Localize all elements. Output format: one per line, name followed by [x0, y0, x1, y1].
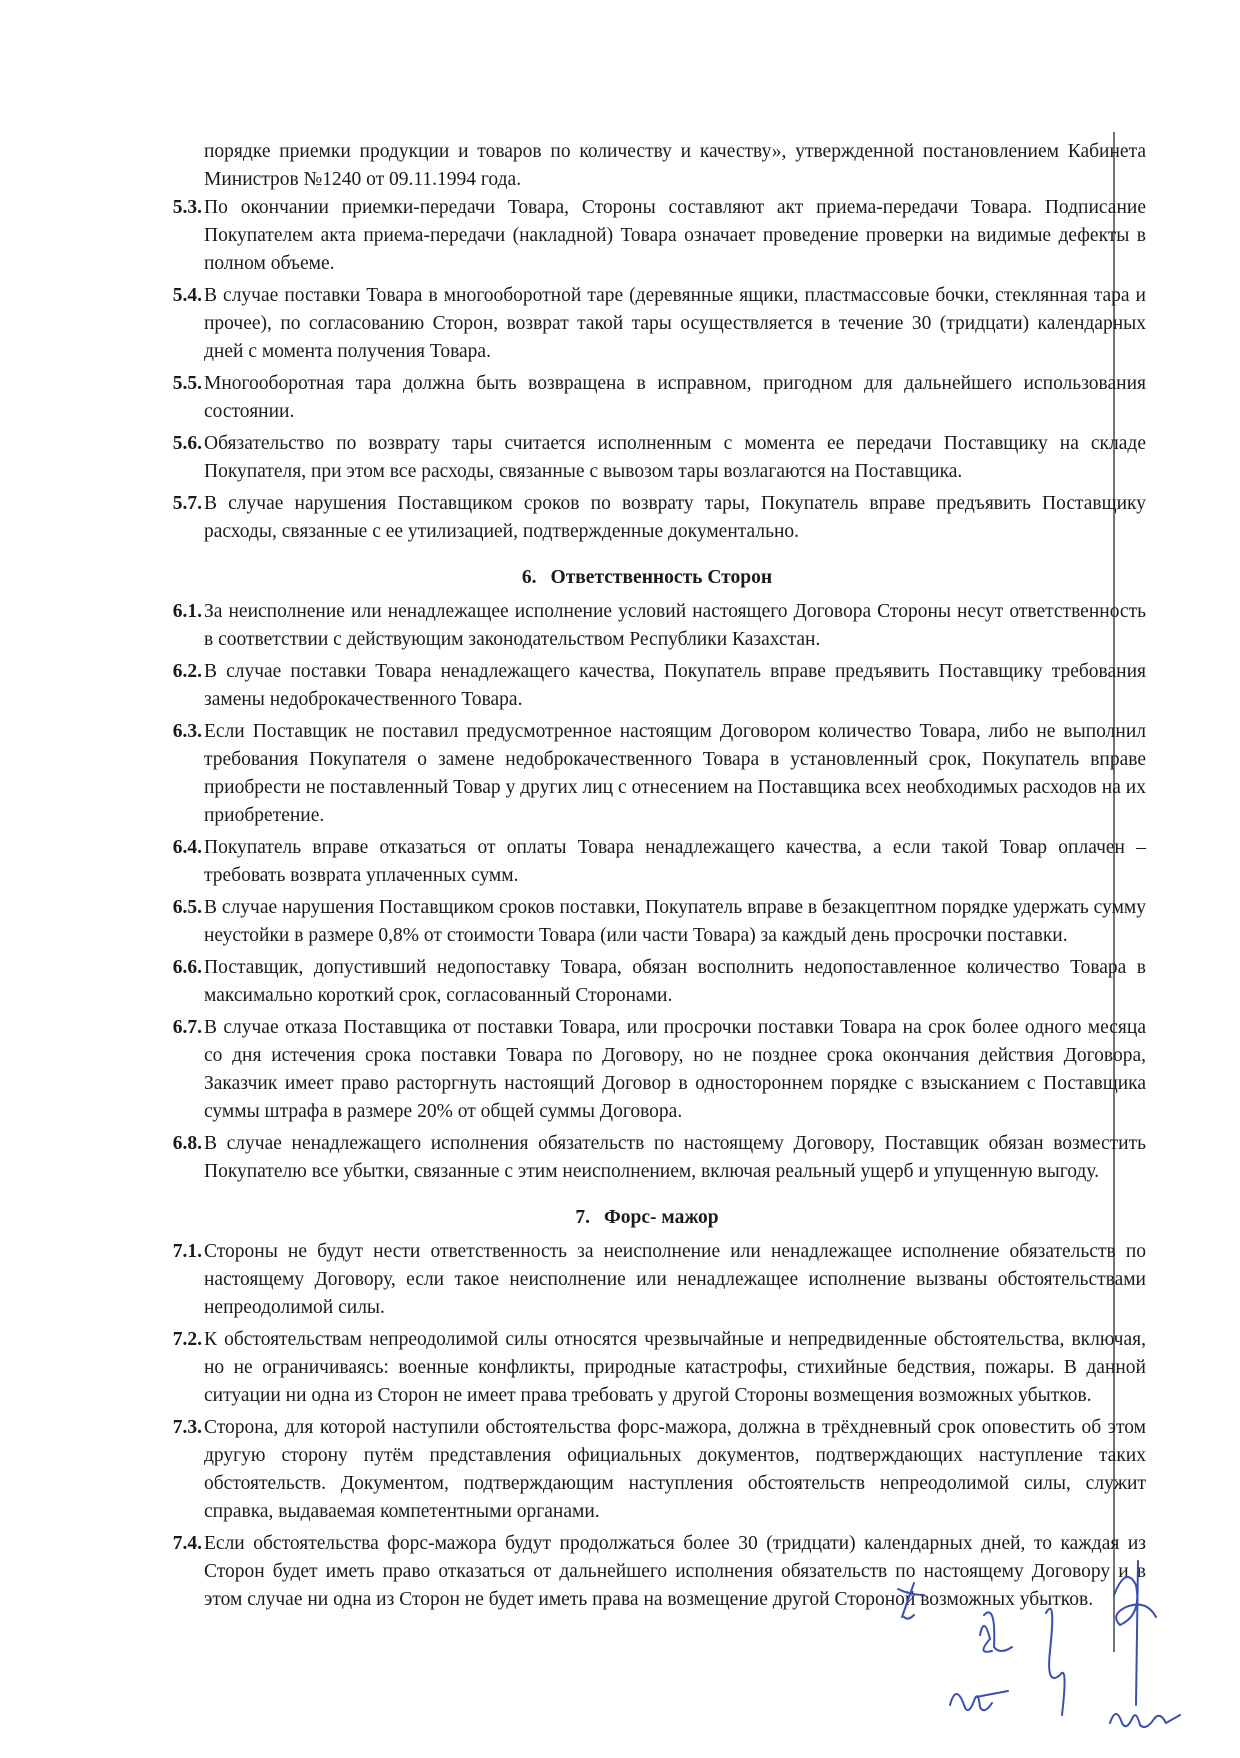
clause-text: По окончании приемки-передачи Товара, Стороны составляют акт приема-передачи Товара. Подписание Покупателем акта приема-передачи (накладной) Товара означает проведение проверки на видимые дефекты в полном объеме.	[204, 197, 1146, 274]
section-number: 7.	[575, 1207, 591, 1228]
clause-6-1	[148, 598, 1146, 654]
clause-number: 6.6.	[172, 957, 202, 978]
clause-5-7	[148, 490, 1146, 546]
handwritten-signatures	[880, 1555, 1240, 1753]
clause-number: 7.4.	[172, 1533, 202, 1554]
clause-text: В случае нарушения Поставщиком сроков поставки, Покупатель вправе в безакцептном порядке удержать сумму неустойки в размере 0,8% от стоимости Товара (или части Товара) за каждый день просрочки поставки.	[204, 897, 1146, 946]
clause-text: Если обстоятельства форс-мажора будут продолжаться более 30 (тридцати) календарных дней, то каждая из Сторон будет иметь право отказаться от дальнейшего исполнения обязательств по настоящему Договору и в этом случае ни одна из Сторон не будет иметь права на возмещение другой Стороной возможных убытков.	[204, 1533, 1146, 1610]
clause-text: За неисполнение или ненадлежащее исполнение условий настоящего Договора Стороны несут ответственность в соответствии с действующим законодательством Республики Казахстан.	[204, 601, 1146, 650]
clause-text: В случае ненадлежащего исполнения обязательств по настоящему Договору, Поставщик обязан возместить Покупателю все убытки, связанные с этим неисполнением, включая реальный ущерб и упущенную выгоду.	[204, 1133, 1146, 1182]
clause-6-4	[148, 834, 1146, 890]
section-title: Ответственность Сторон	[550, 567, 773, 588]
clause-text: В случае поставки Товара ненадлежащего качества, Покупатель вправе предъявить Поставщику требования замены недоброкачественного Товара.	[204, 661, 1146, 710]
signature-mark-5	[1114, 1561, 1156, 1705]
clause-text: В случае нарушения Поставщиком сроков по возврату тары, Покупатель вправе предъявить Поставщику расходы, связанные с ее утилизацией, подтвержденные документально.	[204, 493, 1146, 542]
clause-number: 5.4.	[172, 285, 202, 306]
clause-5-4	[148, 282, 1146, 366]
clause-continuation: порядке приемки продукции и товаров по количеству и качеству», утвержденной постановлением Кабинета Министров №1240 от 09.11.1994 года.	[204, 141, 1146, 190]
clause-6-5	[148, 894, 1146, 950]
clause-text: Покупатель вправе отказаться от оплаты Товара ненадлежащего качества, а если такой Товар оплачен – требовать возврата уплаченных сумм.	[204, 837, 1146, 886]
section-title: Форс- мажор	[604, 1207, 719, 1228]
clause-number: 7.1.	[172, 1241, 202, 1262]
clause-6-8	[148, 1130, 1146, 1186]
clause-text: К обстоятельствам непреодолимой силы относятся чрезвычайные и непредвиденные обстоятельства, включая, но не ограничиваясь: военные конфликты, природные катастрофы, стихийные бедствия, пожары. В данной ситуации ни одна из Сторон не имеет права требовать у другой Стороны возмещения возможных убытков.	[204, 1329, 1146, 1406]
clause-7-2	[148, 1326, 1146, 1410]
clause-number: 5.5.	[172, 373, 202, 394]
clause-number: 5.7.	[172, 493, 202, 514]
clause-6-6	[148, 954, 1146, 1010]
signature-mark-4	[1046, 1609, 1065, 1715]
clause-text: Обязательство по возврату тары считается исполненным с момента ее передачи Поставщику на складе Покупателя, при этом все расходы, связанные с вывозом тары возлагаются на Поставщика.	[204, 433, 1146, 482]
clause-text: Поставщик, допустивший недопоставку Товара, обязан восполнить недопоставленное количество Товара в максимально короткий срок, согласованный Сторонами.	[204, 957, 1146, 1006]
clause-number: 6.8.	[172, 1133, 202, 1154]
signature-mark-1	[898, 1583, 924, 1619]
clause-number: 6.1.	[172, 601, 202, 622]
signature-mark-2	[980, 1612, 1012, 1651]
clause-number: 6.5.	[172, 897, 202, 918]
clause-7-1	[148, 1238, 1146, 1322]
clause-5-5	[148, 370, 1146, 426]
signature-mark-6	[1110, 1714, 1180, 1727]
clause-number: 6.7.	[172, 1017, 202, 1038]
clause-text: Многооборотная тара должна быть возвращена в исправном, пригодном для дальнейшего использования состоянии.	[204, 373, 1146, 422]
section-7-heading	[148, 1204, 1146, 1232]
section-number: 6.	[521, 567, 537, 588]
clause-5-6	[148, 430, 1146, 486]
clause-number: 5.6.	[172, 433, 202, 454]
clause-7-3	[148, 1414, 1146, 1526]
signature-initials-area	[880, 1555, 1240, 1753]
clause-text: Если Поставщик не поставил предусмотренное настоящим Договором количество Товара, либо не выполнил требования Покупателя о замене недоброкачественного Товара в установленный срок, Покупатель вправе приобрести не поставленный Товар у других лиц с отнесением на Поставщика всех необходимых расходов на их приобретение.	[204, 721, 1146, 826]
clause-5-3	[148, 194, 1146, 278]
clause-6-7	[148, 1014, 1146, 1126]
clause-number: 5.3.	[172, 197, 202, 218]
clause-number: 7.2.	[172, 1329, 202, 1350]
clause-number: 7.3.	[172, 1417, 202, 1438]
clause-text: Сторона, для которой наступили обстоятельства форс-мажора, должна в трёхдневный срок оповестить об этом другую сторону путём представления официальных документов, подтверждающих наступление таких обстоятельств. Документом, подтверждающим наступления обстоятельств непреодолимой силы, служит справка, выдаваемая компетентными органами.	[204, 1417, 1146, 1522]
clause-text: В случае отказа Поставщика от поставки Товара, или просрочки поставки Товара на срок более одного месяца со дня истечения срока поставки Товара по Договору, но не позднее срока окончания действия Договора, Заказчик имеет право расторгнуть настоящий Договор в одностороннем порядке с взысканием с Поставщика суммы штрафа в размере 20% от общей суммы Договора.	[204, 1017, 1146, 1122]
clause-number: 6.4.	[172, 837, 202, 858]
section-6-heading	[148, 564, 1146, 592]
document-body	[148, 138, 1146, 1618]
clause-6-3	[148, 718, 1146, 830]
clause-text: Стороны не будут нести ответственность за неисполнение или ненадлежащее исполнение обязательств по настоящему Договору, если такое неисполнение или ненадлежащее исполнение вызваны обстоятельствами непреодолимой силы.	[204, 1241, 1146, 1318]
clause-number: 6.2.	[172, 661, 202, 682]
clause-6-2	[148, 658, 1146, 714]
clause-number: 6.3.	[172, 721, 202, 742]
clause-text: В случае поставки Товара в многооборотной таре (деревянные ящики, пластмассовые бочки, стеклянная тара и прочее), по согласованию Сторон, возврат такой тары осуществляется в течение 30 (тридцати) календарных дней с момента получения Товара.	[204, 285, 1146, 362]
signature-mark-3	[950, 1691, 1008, 1710]
